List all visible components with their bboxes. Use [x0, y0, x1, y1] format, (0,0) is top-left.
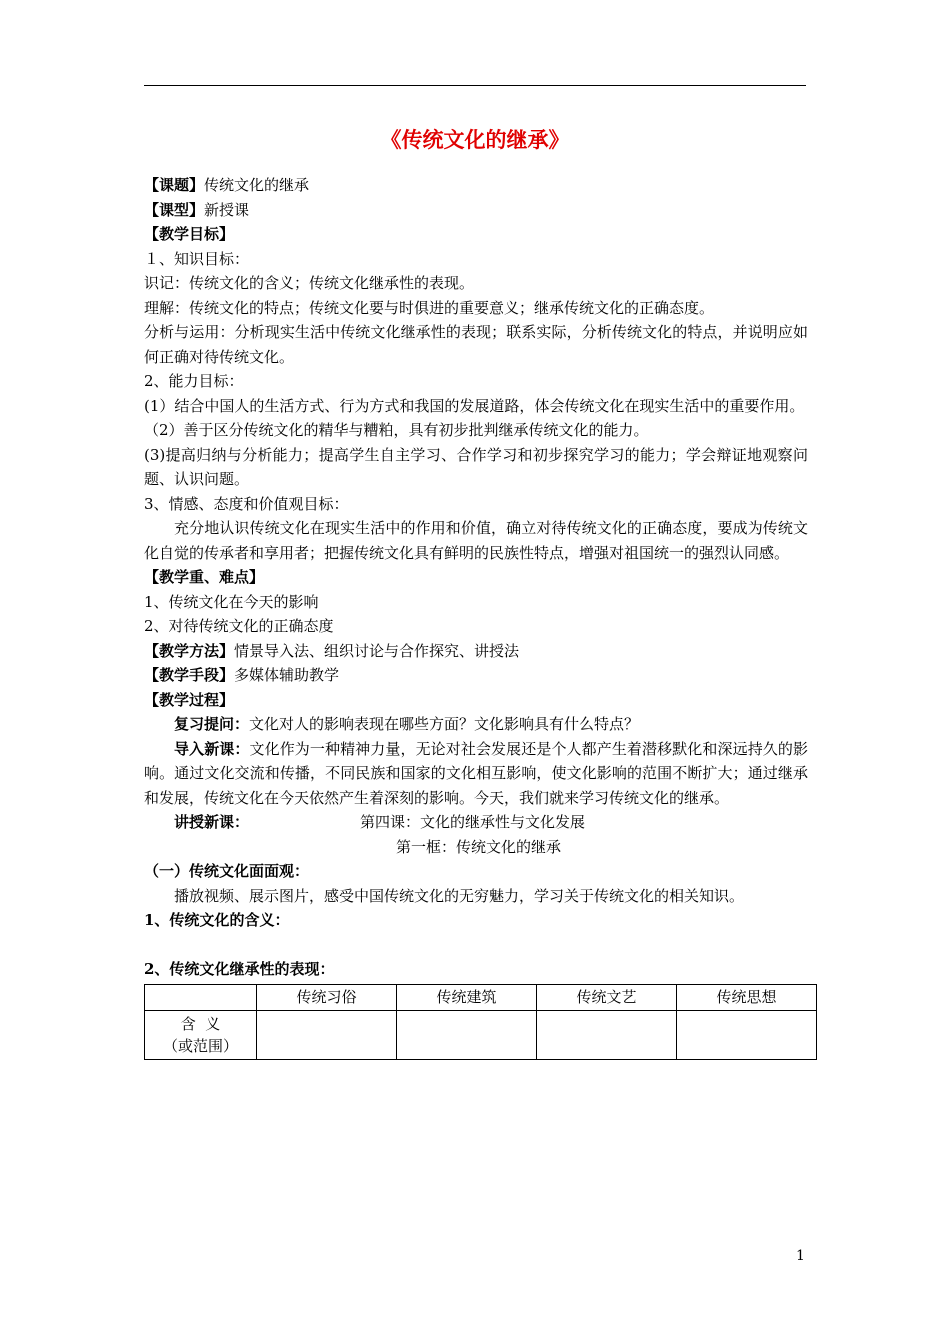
emotion-heading: 3、情感、态度和价值观目标：	[144, 494, 349, 513]
table-header-cell: 传统习俗	[257, 984, 397, 1010]
means-value: 多媒体辅助教学	[234, 666, 340, 684]
table-header-cell	[145, 984, 257, 1010]
table-row	[145, 1010, 817, 1059]
lecture-label: 讲授新课：	[174, 813, 250, 831]
ability-goal-1: (1）结合中国人的生活方式、行为方式和我国的发展道路，体会传统文化在现实生活中的重要作用。	[144, 396, 805, 415]
means-label: 【教学手段】	[144, 666, 235, 684]
methods-value: 情景导入法、组织讨论与合作探究、讲授法	[234, 641, 520, 660]
key-points-heading: 【教学重、难点】	[144, 568, 265, 586]
table-cell	[257, 1010, 397, 1059]
row-label-line-1: 含 义	[180, 1014, 221, 1033]
intro-text: 文化作为一种精神力量，无论对社会发展还是个人都产生着潜移默化和深远持久的影响。通过文化交流和传播，不同民族和国家的文化相互影响，使文化影响的范围不断扩大；通过继承和发展，传统文化在今天依然产生着深刻的影响。今天，我们就来学习传统文化的继承。	[144, 739, 808, 807]
point-2-heading: 2、传统文化继承性的表现：	[144, 960, 335, 978]
document-body	[144, 173, 808, 1060]
type-value: 新授课	[204, 200, 250, 219]
table-header-cell: 传统文艺	[537, 984, 677, 1010]
blank-line	[144, 933, 808, 958]
recall-goal: 识记：传统文化的含义；传统文化继承性的表现。	[144, 274, 475, 292]
table-header-row	[145, 984, 817, 1010]
topic-line	[144, 173, 808, 198]
methods-line	[144, 639, 808, 664]
frame-line	[144, 835, 808, 860]
intro-label: 导入新课：	[174, 739, 250, 758]
review-label: 复习提问：	[174, 715, 250, 733]
topic-value: 传统文化的继承	[204, 176, 310, 194]
header-rule	[144, 85, 806, 86]
row-label-cell	[145, 1010, 257, 1059]
key-point-2: 2、对待传统文化的正确态度	[144, 617, 334, 635]
review-text: 文化对人的影响表现在哪些方面？文化影响具有什么特点？	[249, 715, 640, 733]
frame-title: 第一框：传统文化的继承	[396, 837, 562, 856]
section-1-heading: （一）传统文化面面观：	[144, 862, 310, 880]
type-label: 【课型】	[144, 200, 205, 219]
understand-goal: 理解：传统文化的特点；传统文化要与时俱进的重要意义；继承传统文化的正确态度。	[144, 298, 715, 317]
intro-paragraph	[144, 737, 808, 811]
type-line	[144, 198, 808, 223]
ability-heading: 2、能力目标：	[144, 372, 244, 390]
goals-heading: 【教学目标】	[144, 225, 235, 243]
review-line	[144, 712, 808, 737]
lesson-title: 第四课：文化的继承性与文化发展	[360, 813, 586, 831]
point-1-heading: 1、传统文化的含义：	[144, 911, 290, 929]
lecture-line	[144, 810, 808, 835]
key-point-1: 1、传统文化在今天的影响	[144, 592, 319, 611]
table-cell	[677, 1010, 817, 1059]
process-heading: 【教学过程】	[144, 690, 235, 709]
means-line	[144, 663, 808, 688]
table-header-cell: 传统建筑	[397, 984, 537, 1010]
analyze-goal: 分析与运用：分析现实生活中传统文化继承性的表现；联系实际，分析传统文化的特点，并说明应如何正确对待传统文化。	[144, 323, 808, 366]
table-cell	[537, 1010, 677, 1059]
topic-label: 【课题】	[144, 176, 205, 194]
ability-goal-2: （2）善于区分传统文化的精华与糟粕，具有初步批判继承传统文化的能力。	[144, 421, 649, 439]
knowledge-heading: １、知识目标：	[144, 249, 250, 268]
table-header-cell: 传统思想	[677, 984, 817, 1010]
page-number: 1	[796, 1248, 805, 1264]
methods-label: 【教学方法】	[144, 641, 235, 660]
ability-goal-3: (3)提高归纳与分析能力；提高学生自主学习、合作学习和初步探究学习的能力；学会辩证地观察问题、认识问题。	[144, 445, 808, 488]
row-label-line-2: （或范围）	[162, 1036, 238, 1055]
table-cell	[397, 1010, 537, 1059]
section-1-text: 播放视频、展示图片，感受中国传统文化的无穷魅力，学习关于传统文化的相关知识。	[174, 886, 745, 905]
emotion-goal: 充分地认识传统文化在现实生活中的作用和价值，确立对待传统文化的正确态度，要成为传统文化自觉的传承者和享用者；把握传统文化具有鲜明的民族性特点，增强对祖国统一的强烈认同感。	[144, 519, 808, 562]
document-title: 《传统文化的继承》	[380, 127, 570, 152]
inheritance-table	[144, 984, 817, 1060]
